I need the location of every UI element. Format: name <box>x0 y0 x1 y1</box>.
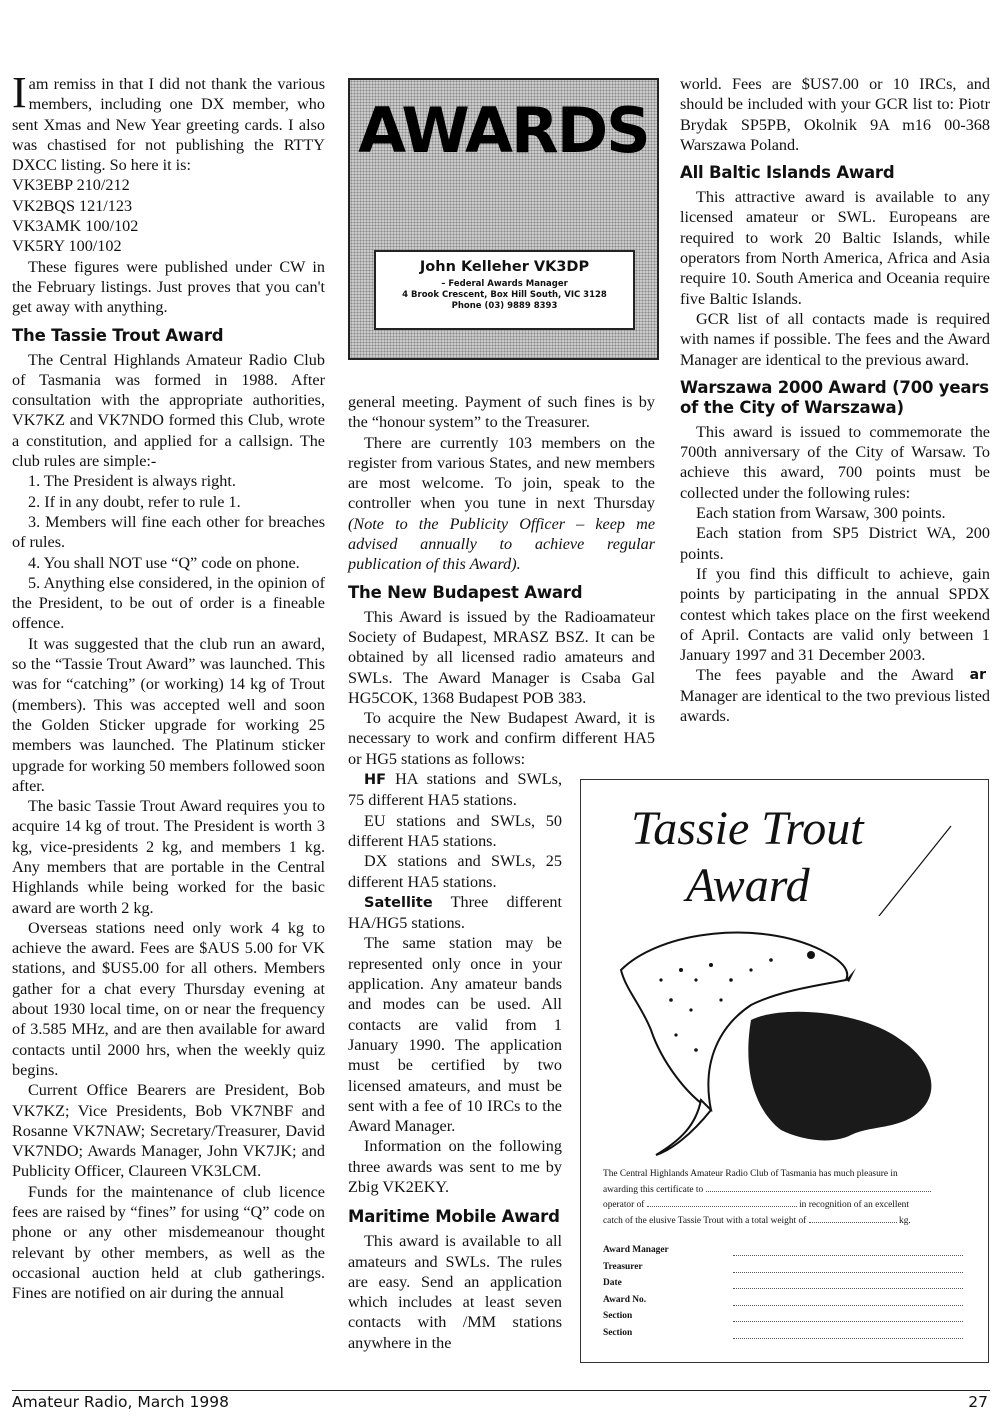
paragraph: To acquire the New Budapest Award, it is necessary to work and confirm different HA5 or HG5 stations as follows: <box>348 709 655 768</box>
listing-item: VK5RY 100/102 <box>12 237 122 256</box>
field-row <box>603 1278 963 1295</box>
field-blank[interactable] <box>733 1288 963 1289</box>
paragraph: Current Office Bearers are President, Bob VK7KZ; Vice Presidents, Bob VK7NBF and Rosanne VK7NAW; Secretary/Treasurer, David VK7NDO; Awards Manager, John VK7JK; and Publicity Officer, Claureen VK3LCM. <box>12 1081 325 1181</box>
final-text: The fees payable and the Award Manager are identical to the two previous listed awards. <box>680 666 990 726</box>
tasmania-map <box>748 1012 931 1141</box>
satellite-item <box>348 892 562 934</box>
manager-address: 4 Brook Crescent, Box Hill South, VIC 3128 <box>402 290 607 300</box>
rtty-dxcc-listing <box>12 175 325 256</box>
column-1 <box>12 68 325 1304</box>
certificate-line-1: The Central Highlands Amateur Radio Club of Tasmania has much pleasure in <box>603 1169 898 1179</box>
page-number: 27 <box>968 1393 988 1411</box>
signoff: ar <box>969 667 986 684</box>
callsign-blank[interactable] <box>647 1197 797 1207</box>
eu-item: EU stations and SWLs, 50 different HA5 stations. <box>348 811 562 850</box>
certificate-kg: kg. <box>899 1215 911 1226</box>
paragraph: This award is available to all amateurs and SWLs. The rules are easy. Send an application which includes at least seven contacts with /MM stations anywhere in the <box>348 1232 562 1352</box>
paragraph: Each station from Warsaw, 300 points. <box>696 504 946 523</box>
column-3 <box>680 74 990 726</box>
manager-role: – Federal Awards Manager <box>441 279 568 289</box>
certificate-line-4 <box>603 1213 968 1229</box>
paragraph: This Award is issued by the Radioamateur Society of Budapest, MRASZ BSZ. It can be obtained by all licensed radio amateurs and SWLs. The Award Manager is Csaba Gal HG5COK, 1368 Budapest POB 383. <box>348 607 655 707</box>
certificate-line-2 <box>603 1182 968 1198</box>
certificate-text <box>603 1167 968 1228</box>
field-label: Section <box>603 1327 633 1338</box>
paragraph: It was suggested that the club run an award, so the “Tassie Trout Award” was launched. This was for “catching” (or working) 14 kg of Trout (members). This was accepted well and soon the Golden Sticker upgrade for working 25 members was launched. The Platinum sticker upgrade for working 50 members followed soon after. <box>12 634 325 795</box>
field-blank[interactable] <box>733 1255 963 1256</box>
field-label: Award No. <box>603 1294 647 1305</box>
paragraph: Overseas stations need only work 4 kg to achieve the award. Fees are $AUS 5.00 for VK stations, and $US5.00 for all others. Members gather for a chat every Thursday evening at about 1930 local time, on or near the frequency of 3.585 MHz, and are then available for award contacts until 2000 hrs, when the weekly quiz begins. <box>12 918 325 1079</box>
section-heading-tassie-trout: The Tassie Trout Award <box>12 325 224 345</box>
paragraph: The basic Tassie Trout Award requires you to acquire 14 kg of trout. The President is worth 3 kg, vice-presidents 2 kg, and members 1 kg. Any members that are portable in the Central Highlands while being worked for the basic award are worth 2 kg. <box>12 797 325 917</box>
field-label: Award Manager <box>603 1245 669 1255</box>
section-heading-warszawa: Warszawa 2000 Award (700 years of the City of Warszawa) <box>680 377 989 417</box>
dx-item: DX stations and SWLs, 25 different HA5 stations. <box>348 852 562 891</box>
rule-item: 2. If in any doubt, refer to rule 1. <box>28 492 241 511</box>
field-row <box>603 1328 963 1345</box>
paragraph: The same station may be represented only once in your application. Any amateur bands and modes can be used. All contacts are valid from 1 January 1990. The application must be certified by two licensed amateurs, and must be sent with a fee of 10 IRCs to the Award Manager. <box>348 934 562 1136</box>
field-row <box>603 1262 963 1279</box>
certificate-awarded-to: awarding this certificate to <box>603 1184 704 1195</box>
section-heading-baltic: All Baltic Islands Award <box>680 163 895 183</box>
intro-paragraph <box>12 68 325 175</box>
paragraph: The Central Highlands Amateur Radio Club of Tasmania was formed in 1988. After consultation with the appropriate authorities, VK7KZ and VK7NDO formed this Club, wrote a constitution, and applied for a callsign. The club rules are simple:- <box>12 350 325 471</box>
paragraph: GCR list of all contacts made is required with names if possible. The fees and the Award Manager are identical to the previous award. <box>680 309 990 369</box>
paragraph: This award is issued to commemorate the 700th anniversary of the City of Warsaw. To achieve this award, 700 points must be collected under the following rules: <box>680 422 990 502</box>
field-blank[interactable] <box>733 1321 963 1322</box>
paragraph: Each station from SP5 District WA, 200 points. <box>680 524 990 563</box>
paragraph: Information on the following three awards was sent to me by Zbig VK2EKY. <box>348 1137 562 1196</box>
weight-blank[interactable] <box>809 1213 897 1223</box>
listing-item: VK3EBP 210/212 <box>12 176 130 195</box>
field-label: Treasurer <box>603 1261 643 1272</box>
awards-header-box <box>348 78 659 360</box>
rule-item: 4. You shall NOT use “Q” code on phone. <box>28 553 300 572</box>
certificate-recognition: in recognition of an excellent <box>799 1200 909 1210</box>
hf-label: HF <box>364 772 387 789</box>
field-row <box>603 1311 963 1328</box>
footer-publication: Amateur Radio, March 1998 <box>12 1393 229 1411</box>
publicity-note: (Note to the Publicity Officer – keep me advised annually to achieve regular publication of this Award). <box>348 514 655 574</box>
rule-item: 3. Members will fine each other for breaches of rules. <box>12 512 325 552</box>
drop-cap: I <box>12 68 27 117</box>
listing-item: VK3AMK 100/102 <box>12 217 139 236</box>
field-blank[interactable] <box>733 1338 963 1339</box>
section-heading-budapest: The New Budapest Award <box>348 582 583 602</box>
paragraph <box>680 665 990 726</box>
manager-name: John Kelleher VK3DP <box>419 259 590 275</box>
section-heading-maritime: Maritime Mobile Award <box>348 1207 560 1227</box>
certificate-signature-fields <box>603 1245 963 1345</box>
rule-item: 5. Anything else considered, in the opinion of the President, to be out of order is a fineable offence. <box>12 573 325 633</box>
hf-text: HA stations and SWLs, 75 different HA5 stations. <box>348 770 562 810</box>
paragraph <box>348 433 655 575</box>
paragraph: Funds for the maintenance of club licence fees are raised by “fines” for using “Q” code on phone or any other misdemeanour thought relevant by other members, as well as the occasional auction held at club gatherings. Fines are notified on air during the annual <box>12 1182 325 1303</box>
satellite-label: Satellite <box>364 894 433 911</box>
trout-eye <box>807 951 815 959</box>
listing-item: VK2BQS 121/123 <box>12 196 133 215</box>
certificate-title-line2: Award <box>686 859 810 912</box>
members-text: There are currently 103 members on the register from various States, and new members are most welcome. To join, speak to the controller when you tune in next Thursday <box>348 433 655 513</box>
fishing-line <box>863 826 951 916</box>
field-label: Section <box>603 1311 633 1322</box>
intro-text: am remiss in that I did not thank the various members, including one DX member, who sent Xmas and New Year greeting cards. I also was chastised for not publishing the RTTY DXCC listing. So here it is: <box>12 75 325 175</box>
field-row <box>603 1295 963 1312</box>
manager-phone: Phone (03) 9889 8393 <box>451 301 558 311</box>
paragraph: If you find this difficult to achieve, gain points by participating in the annual SPDX contest which takes place on the first weekend of April. Contacts are valid only between 1 January 1997 and 31 December 2003. <box>680 564 990 665</box>
certificate-line-3 <box>603 1197 968 1213</box>
hf-item <box>348 769 562 811</box>
certificate-catch-text: catch of the elusive Tassie Trout with a total weight of <box>603 1215 807 1226</box>
field-blank[interactable] <box>733 1305 963 1306</box>
awards-manager-box <box>374 250 635 330</box>
awards-title: AWARDS <box>358 94 649 167</box>
trout-tail <box>656 1100 711 1155</box>
footer-divider <box>12 1390 990 1391</box>
field-label: Date <box>603 1278 622 1289</box>
certificate-title <box>591 786 981 916</box>
field-blank[interactable] <box>733 1272 963 1273</box>
paragraph: This attractive award is available to any licensed amateur or SWL. Europeans are required to work 20 Baltic Islands, while operators from North America, Africa and Asia require 10. South America and Oceania require five Baltic Islands. <box>680 188 990 308</box>
rule-item: 1. The President is always right. <box>28 472 236 491</box>
paragraph: general meeting. Payment of such fines is by the “honour system” to the Treasurer. <box>348 393 655 432</box>
field-row <box>603 1245 963 1262</box>
trout-illustration <box>601 910 971 1160</box>
certificate-title-line1: Tassie Trout <box>631 802 864 855</box>
certificate-operator-of: operator of <box>603 1200 645 1210</box>
satellite-text: Three different HA/HG5 stations. <box>348 892 562 933</box>
tassie-trout-certificate <box>580 779 989 1363</box>
paragraph: world. Fees are $US7.00 or 10 IRCs, and should be included with your GCR list to: Piotr Brydak SP5PB, Okolnik 9A m16 00-368 Warszawa Poland. <box>680 75 990 154</box>
name-blank[interactable] <box>706 1182 931 1192</box>
paragraph: These figures were published under CW in the February listings. Just proves that you can't get away with anything. <box>12 257 325 317</box>
